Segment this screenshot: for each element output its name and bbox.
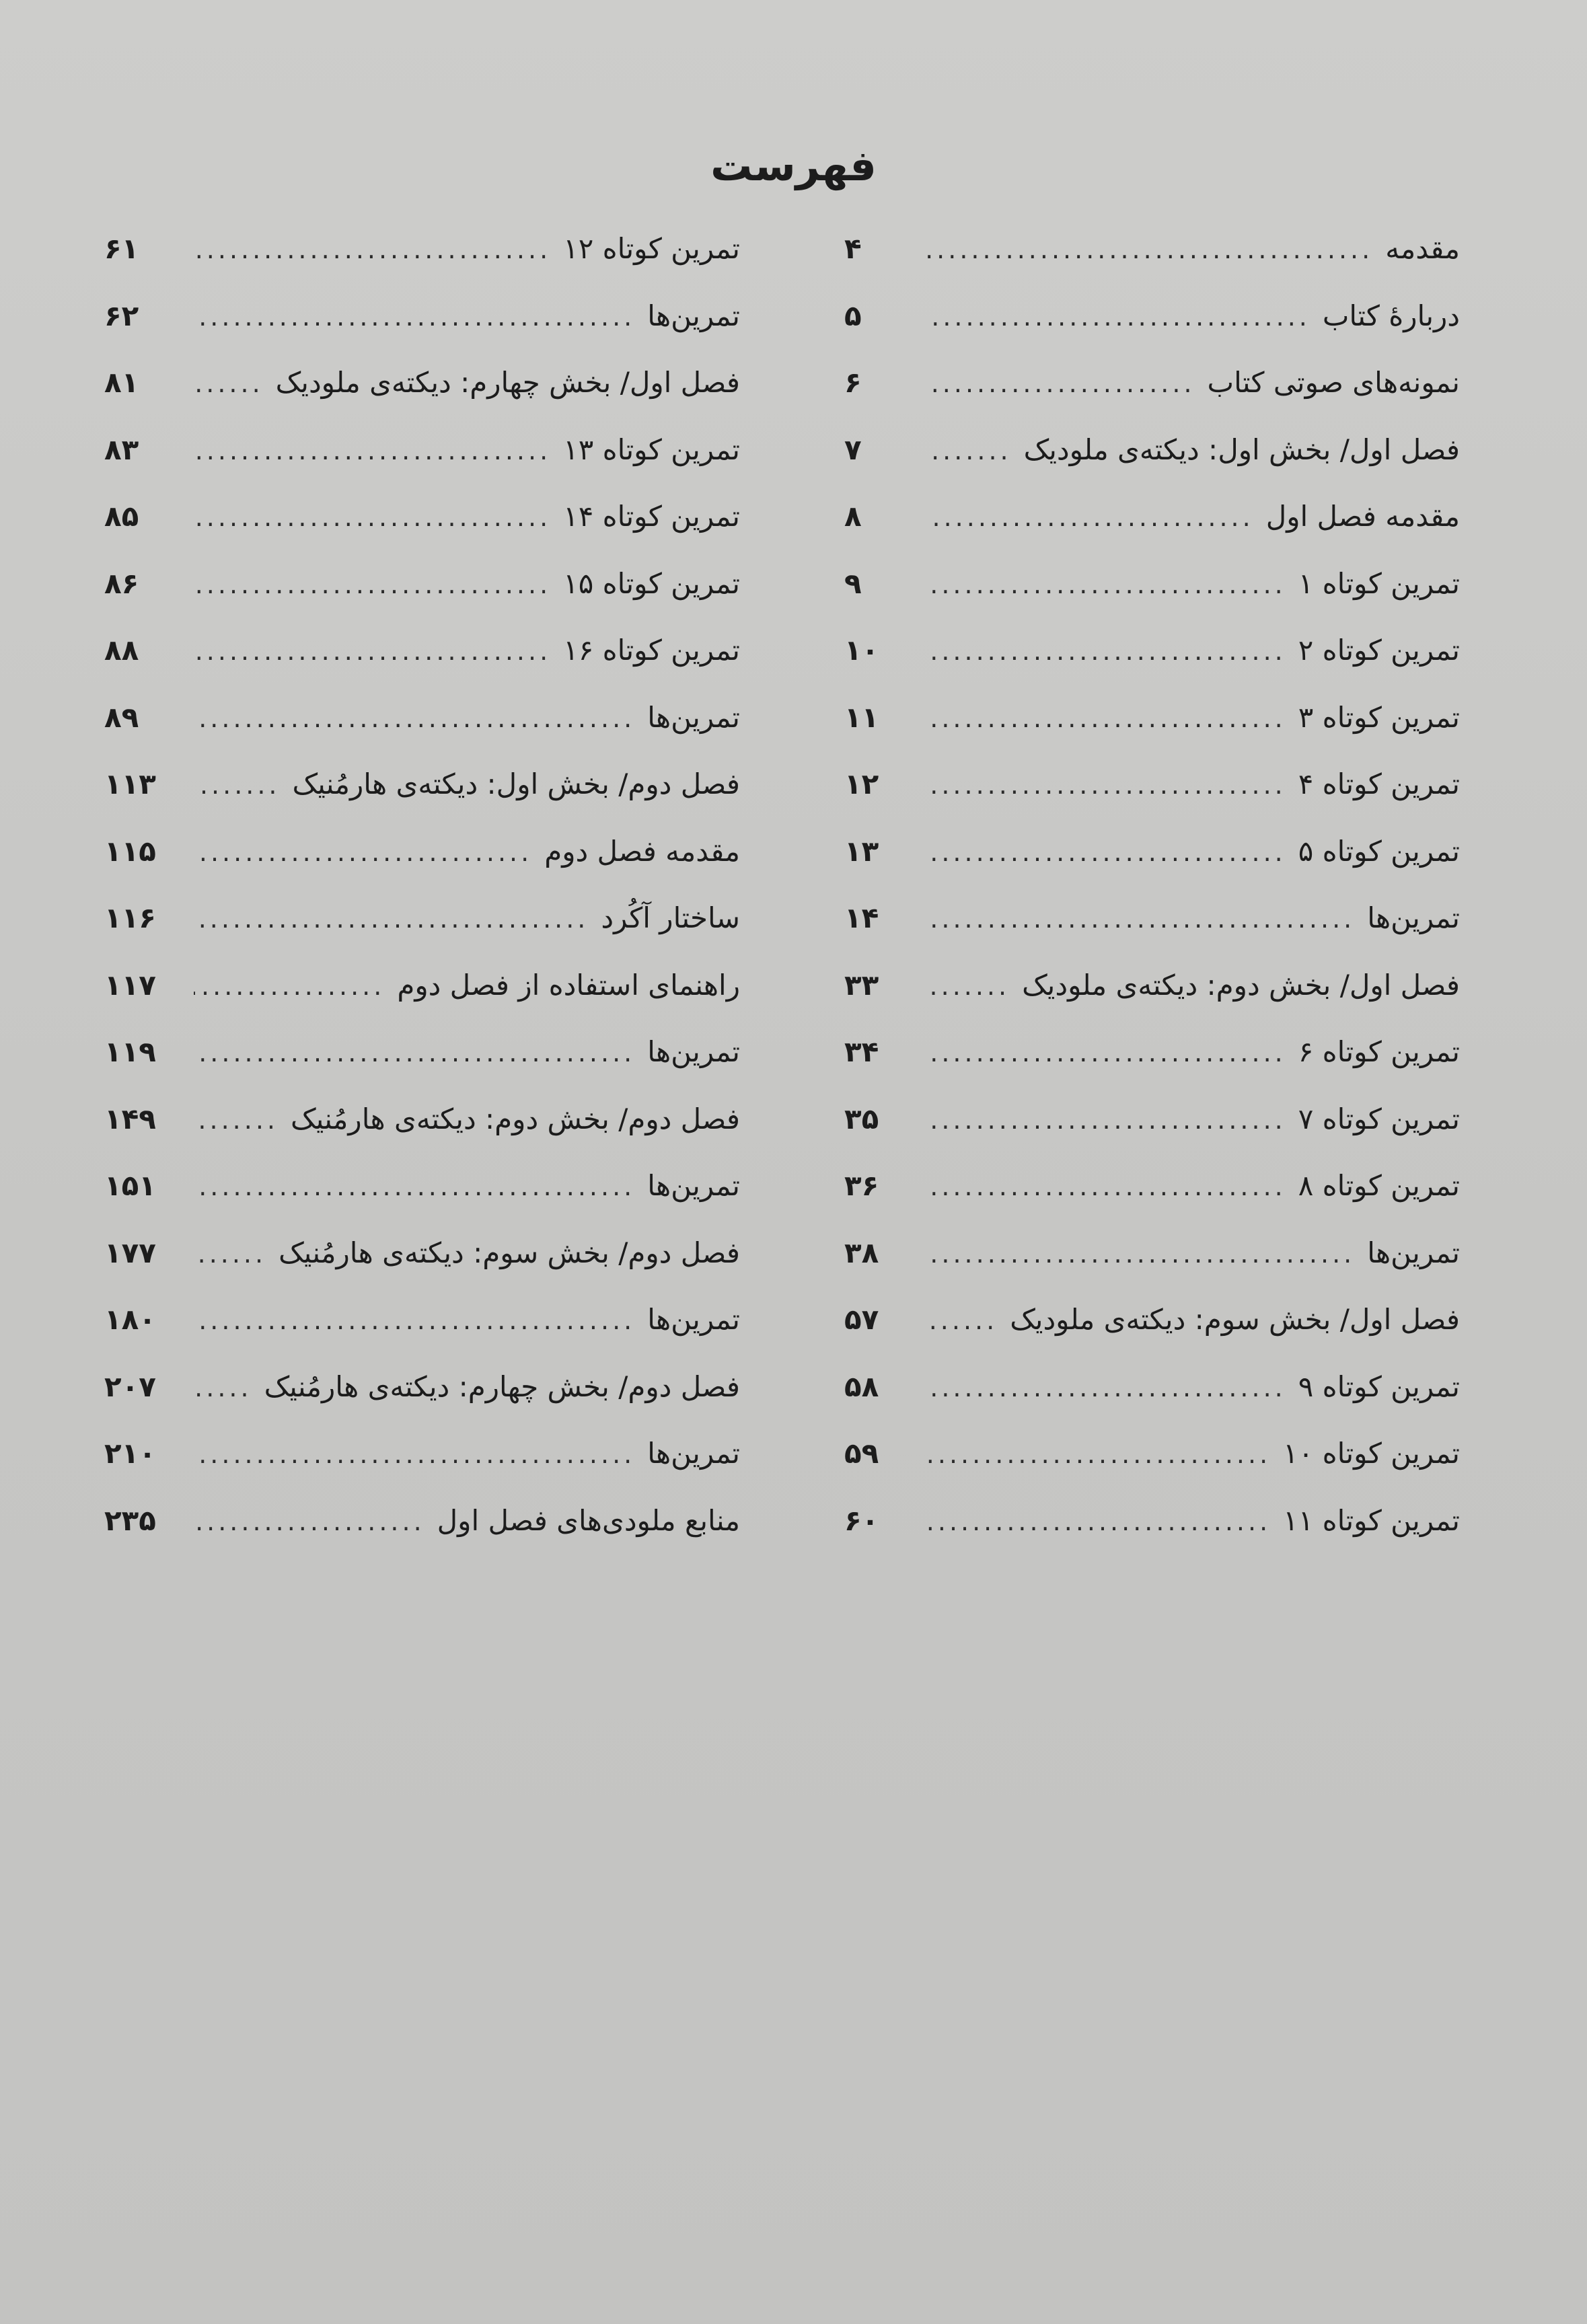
- toc-entry-label: تمرین‌ها: [647, 299, 740, 332]
- toc-entry-label: دربارهٔ کتاب: [1322, 299, 1460, 332]
- toc-entry-page-number: ۸: [844, 500, 862, 533]
- dot-leader: [194, 704, 635, 733]
- toc-entry: [104, 232, 740, 299]
- toc-entry: [844, 433, 1460, 500]
- dot-leader: [194, 570, 551, 599]
- toc-entry-page-number: ۱۷۷: [104, 1236, 156, 1269]
- toc-entry: [844, 1370, 1460, 1437]
- toc-entry-label: فصل اول/ بخش اول: دیکته‌ی ملودیک: [1023, 433, 1460, 466]
- toc-entry: [104, 634, 740, 701]
- toc-entry-label: فصل دوم/ بخش چهارم: دیکته‌ی هارمُنیک: [264, 1370, 740, 1403]
- toc-entry-page-number: ۲۳۵: [104, 1503, 156, 1537]
- toc-entry-label: تمرین کوتاه ۱۳: [563, 433, 740, 466]
- toc-entry-page-number: ۸۹: [104, 700, 139, 734]
- toc-entry: [104, 969, 740, 1036]
- dot-leader: [927, 1038, 1286, 1067]
- dot-leader: [927, 704, 1286, 733]
- toc-entry: [844, 299, 1460, 367]
- toc-entry-page-number: ۸۸: [104, 634, 139, 667]
- toc-entry: [104, 1035, 740, 1102]
- toc-entry-label: مقدمه فصل دوم: [544, 834, 740, 868]
- toc-entry-page-number: ۸۳: [104, 433, 139, 466]
- toc-entry-page-number: ۵: [844, 299, 862, 332]
- toc-entry-page-number: ۳۵: [844, 1102, 879, 1135]
- toc-entry: [104, 433, 740, 500]
- toc-entry-label: تمرین کوتاه ۶: [1298, 1035, 1460, 1068]
- toc-entry-label: تمرین کوتاه ۱۱: [1283, 1503, 1460, 1537]
- dot-leader: [194, 1105, 279, 1135]
- toc-entry-label: تمرین کوتاه ۱۰: [1283, 1437, 1460, 1470]
- toc-entry-page-number: ۳۸: [844, 1236, 879, 1269]
- toc-entry: [104, 299, 740, 367]
- dot-leader: [194, 1373, 252, 1402]
- toc-entry: [104, 1102, 740, 1170]
- dot-leader: [927, 235, 1373, 264]
- toc-entry: [844, 1504, 1460, 1571]
- toc-entry-label: منابع ملودی‌های فصل اول: [437, 1503, 740, 1537]
- toc-entry: [844, 634, 1460, 701]
- toc-entry-label: فصل اول/ بخش چهارم: دیکته‌ی ملودیک: [275, 366, 740, 399]
- toc-entry-page-number: ۶۱: [104, 232, 139, 265]
- dot-leader: [194, 235, 551, 264]
- toc-entry-label: تمرین کوتاه ۵: [1298, 834, 1460, 868]
- toc-entry: [844, 366, 1460, 433]
- toc-entry-page-number: ۶۰: [844, 1503, 879, 1537]
- toc-entry: [104, 835, 740, 902]
- toc-entry: [844, 232, 1460, 299]
- toc-entry-page-number: ۷: [844, 433, 862, 466]
- toc-entry: [844, 1169, 1460, 1236]
- toc-entry-label: تمرین‌ها: [1367, 1236, 1460, 1269]
- toc-entry-label: تمرین‌ها: [647, 1169, 740, 1202]
- toc-entry: [844, 1102, 1460, 1170]
- toc-entry: [844, 835, 1460, 902]
- toc-entry-page-number: ۳۴: [844, 1035, 879, 1068]
- dot-leader: [927, 570, 1286, 599]
- toc-column-right: [844, 232, 1460, 1571]
- toc-entry-label: تمرین کوتاه ۱۶: [563, 634, 740, 667]
- dot-leader: [194, 369, 264, 398]
- dot-leader: [194, 904, 589, 934]
- toc-entry-label: تمرین کوتاه ۱۲: [563, 232, 740, 265]
- toc-entry: [104, 1504, 740, 1571]
- toc-entry-page-number: ۱۱۹: [104, 1035, 156, 1068]
- toc-entry: [844, 1035, 1460, 1102]
- toc-entry: [104, 1236, 740, 1304]
- toc-entry: [844, 969, 1460, 1036]
- toc-column-left: [104, 232, 740, 1571]
- toc-entry-page-number: ۸۱: [104, 366, 139, 399]
- toc-entry-label: تمرین کوتاه ۴: [1298, 767, 1460, 800]
- toc-entry-page-number: ۴: [844, 232, 862, 265]
- toc-entry-label: راهنمای استفاده از فصل دوم: [397, 968, 740, 1002]
- toc-entry-label: تمرین کوتاه ۸: [1298, 1169, 1460, 1202]
- dot-leader: [927, 436, 1012, 465]
- dot-leader: [927, 770, 1286, 800]
- toc-entry-page-number: ۱۰: [844, 634, 879, 667]
- dot-leader: [194, 1172, 635, 1201]
- toc-entry-label: مقدمه: [1385, 232, 1460, 265]
- toc-entry-page-number: ۱۴: [844, 901, 879, 934]
- dot-leader: [927, 1439, 1271, 1469]
- toc-entry-page-number: ۵۹: [844, 1437, 879, 1470]
- dot-leader: [927, 369, 1195, 398]
- dot-leader: [927, 1373, 1286, 1402]
- toc-entry-label: تمرین‌ها: [647, 1035, 740, 1068]
- toc-entry-page-number: ۱۴۹: [104, 1102, 156, 1135]
- toc-entry-label: تمرین کوتاه ۷: [1298, 1102, 1460, 1135]
- toc-entry-page-number: ۸۶: [104, 566, 139, 600]
- toc-entry-label: تمرین کوتاه ۱: [1298, 566, 1460, 600]
- dot-leader: [194, 1439, 635, 1469]
- toc-entry-label: فصل اول/ بخش دوم: دیکته‌ی ملودیک: [1022, 968, 1460, 1002]
- toc-entry-label: ساختار آکُرد: [601, 901, 740, 934]
- toc-entry: [104, 767, 740, 835]
- toc-entry-page-number: ۳۶: [844, 1169, 879, 1202]
- toc-entry-label: نمونه‌های صوتی کتاب: [1207, 366, 1460, 399]
- dot-leader: [927, 971, 1010, 1001]
- dot-leader: [194, 302, 635, 332]
- dot-leader: [194, 1507, 425, 1536]
- toc-entry-page-number: ۶: [844, 366, 862, 399]
- dot-leader: [927, 837, 1286, 867]
- toc-entry: [844, 767, 1460, 835]
- toc-entry-page-number: ۳۳: [844, 968, 879, 1002]
- toc-entry-page-number: ۱۱: [844, 700, 879, 734]
- dot-leader: [927, 904, 1355, 934]
- toc-entry-page-number: ۱۳: [844, 834, 879, 868]
- dot-leader: [194, 502, 551, 532]
- toc-entry-label: تمرین کوتاه ۲: [1298, 634, 1460, 667]
- toc-entry: [844, 500, 1460, 567]
- toc-entry: [104, 1437, 740, 1504]
- toc-entry: [844, 901, 1460, 969]
- toc-entry-label: فصل دوم/ بخش دوم: دیکته‌ی هارمُنیک: [290, 1102, 740, 1135]
- toc-entry-page-number: ۲۱۰: [104, 1437, 156, 1470]
- toc-entry-label: تمرین کوتاه ۹: [1298, 1370, 1460, 1403]
- toc-entry: [104, 567, 740, 634]
- dot-leader: [194, 436, 551, 465]
- toc-entry: [844, 1437, 1460, 1504]
- toc-entry-page-number: ۵۸: [844, 1370, 879, 1403]
- toc-entry-page-number: ۹: [844, 566, 862, 600]
- dot-leader: [194, 1038, 635, 1067]
- toc-entry-page-number: ۸۵: [104, 500, 139, 533]
- dot-leader: [194, 971, 385, 1001]
- toc-entry: [104, 500, 740, 567]
- toc-entry-label: تمرین‌ها: [647, 1437, 740, 1470]
- toc-entry-page-number: ۱۵۱: [104, 1169, 156, 1202]
- toc-entry-page-number: ۱۱۳: [104, 767, 156, 800]
- toc-entry-label: فصل اول/ بخش سوم: دیکته‌ی ملودیک: [1010, 1303, 1460, 1336]
- dot-leader: [927, 1172, 1286, 1201]
- toc-entry: [104, 1370, 740, 1437]
- dot-leader: [927, 502, 1254, 532]
- dot-leader: [927, 1306, 998, 1335]
- toc-entry: [104, 366, 740, 433]
- toc-entry: [104, 701, 740, 768]
- toc-entry-label: تمرین‌ها: [1367, 901, 1460, 934]
- toc-entry-page-number: ۱۱۶: [104, 901, 156, 934]
- toc-entry-label: تمرین‌ها: [647, 700, 740, 734]
- toc-entry-page-number: ۱۲: [844, 767, 879, 800]
- page-title: فهرست: [710, 141, 877, 190]
- toc-entry: [104, 901, 740, 969]
- dot-leader: [194, 1306, 635, 1335]
- toc-entry-page-number: ۲۰۷: [104, 1370, 156, 1403]
- toc-entry: [844, 701, 1460, 768]
- dot-leader: [927, 1239, 1355, 1269]
- toc-entry-page-number: ۶۲: [104, 299, 139, 332]
- toc-entry-label: فصل دوم/ بخش سوم: دیکته‌ی هارمُنیک: [279, 1236, 740, 1269]
- toc-entry-page-number: ۱۱۷: [104, 968, 156, 1002]
- dot-leader: [927, 302, 1311, 332]
- toc-entry-label: تمرین کوتاه ۱۵: [563, 566, 740, 600]
- toc-entry-label: فصل دوم/ بخش اول: دیکته‌ی هارمُنیک: [292, 767, 740, 800]
- dot-leader: [194, 1239, 266, 1269]
- dot-leader: [194, 837, 532, 867]
- dot-leader: [194, 770, 281, 800]
- toc-entry: [844, 1303, 1460, 1370]
- toc-entry-page-number: ۱۸۰: [104, 1303, 156, 1336]
- dot-leader: [927, 636, 1286, 666]
- dot-leader: [927, 1105, 1286, 1135]
- toc-entry-label: تمرین‌ها: [647, 1303, 740, 1336]
- toc-entry-label: مقدمه فصل اول: [1265, 500, 1460, 533]
- toc-entry: [844, 567, 1460, 634]
- toc-entry: [844, 1236, 1460, 1304]
- toc-entry-label: تمرین کوتاه ۱۴: [563, 500, 740, 533]
- toc-entry-label: تمرین کوتاه ۳: [1298, 700, 1460, 734]
- toc-entry-page-number: ۵۷: [844, 1303, 879, 1336]
- toc-entry: [104, 1303, 740, 1370]
- dot-leader: [194, 636, 551, 666]
- toc-entry-page-number: ۱۱۵: [104, 834, 156, 868]
- dot-leader: [927, 1507, 1271, 1536]
- toc-entry: [104, 1169, 740, 1236]
